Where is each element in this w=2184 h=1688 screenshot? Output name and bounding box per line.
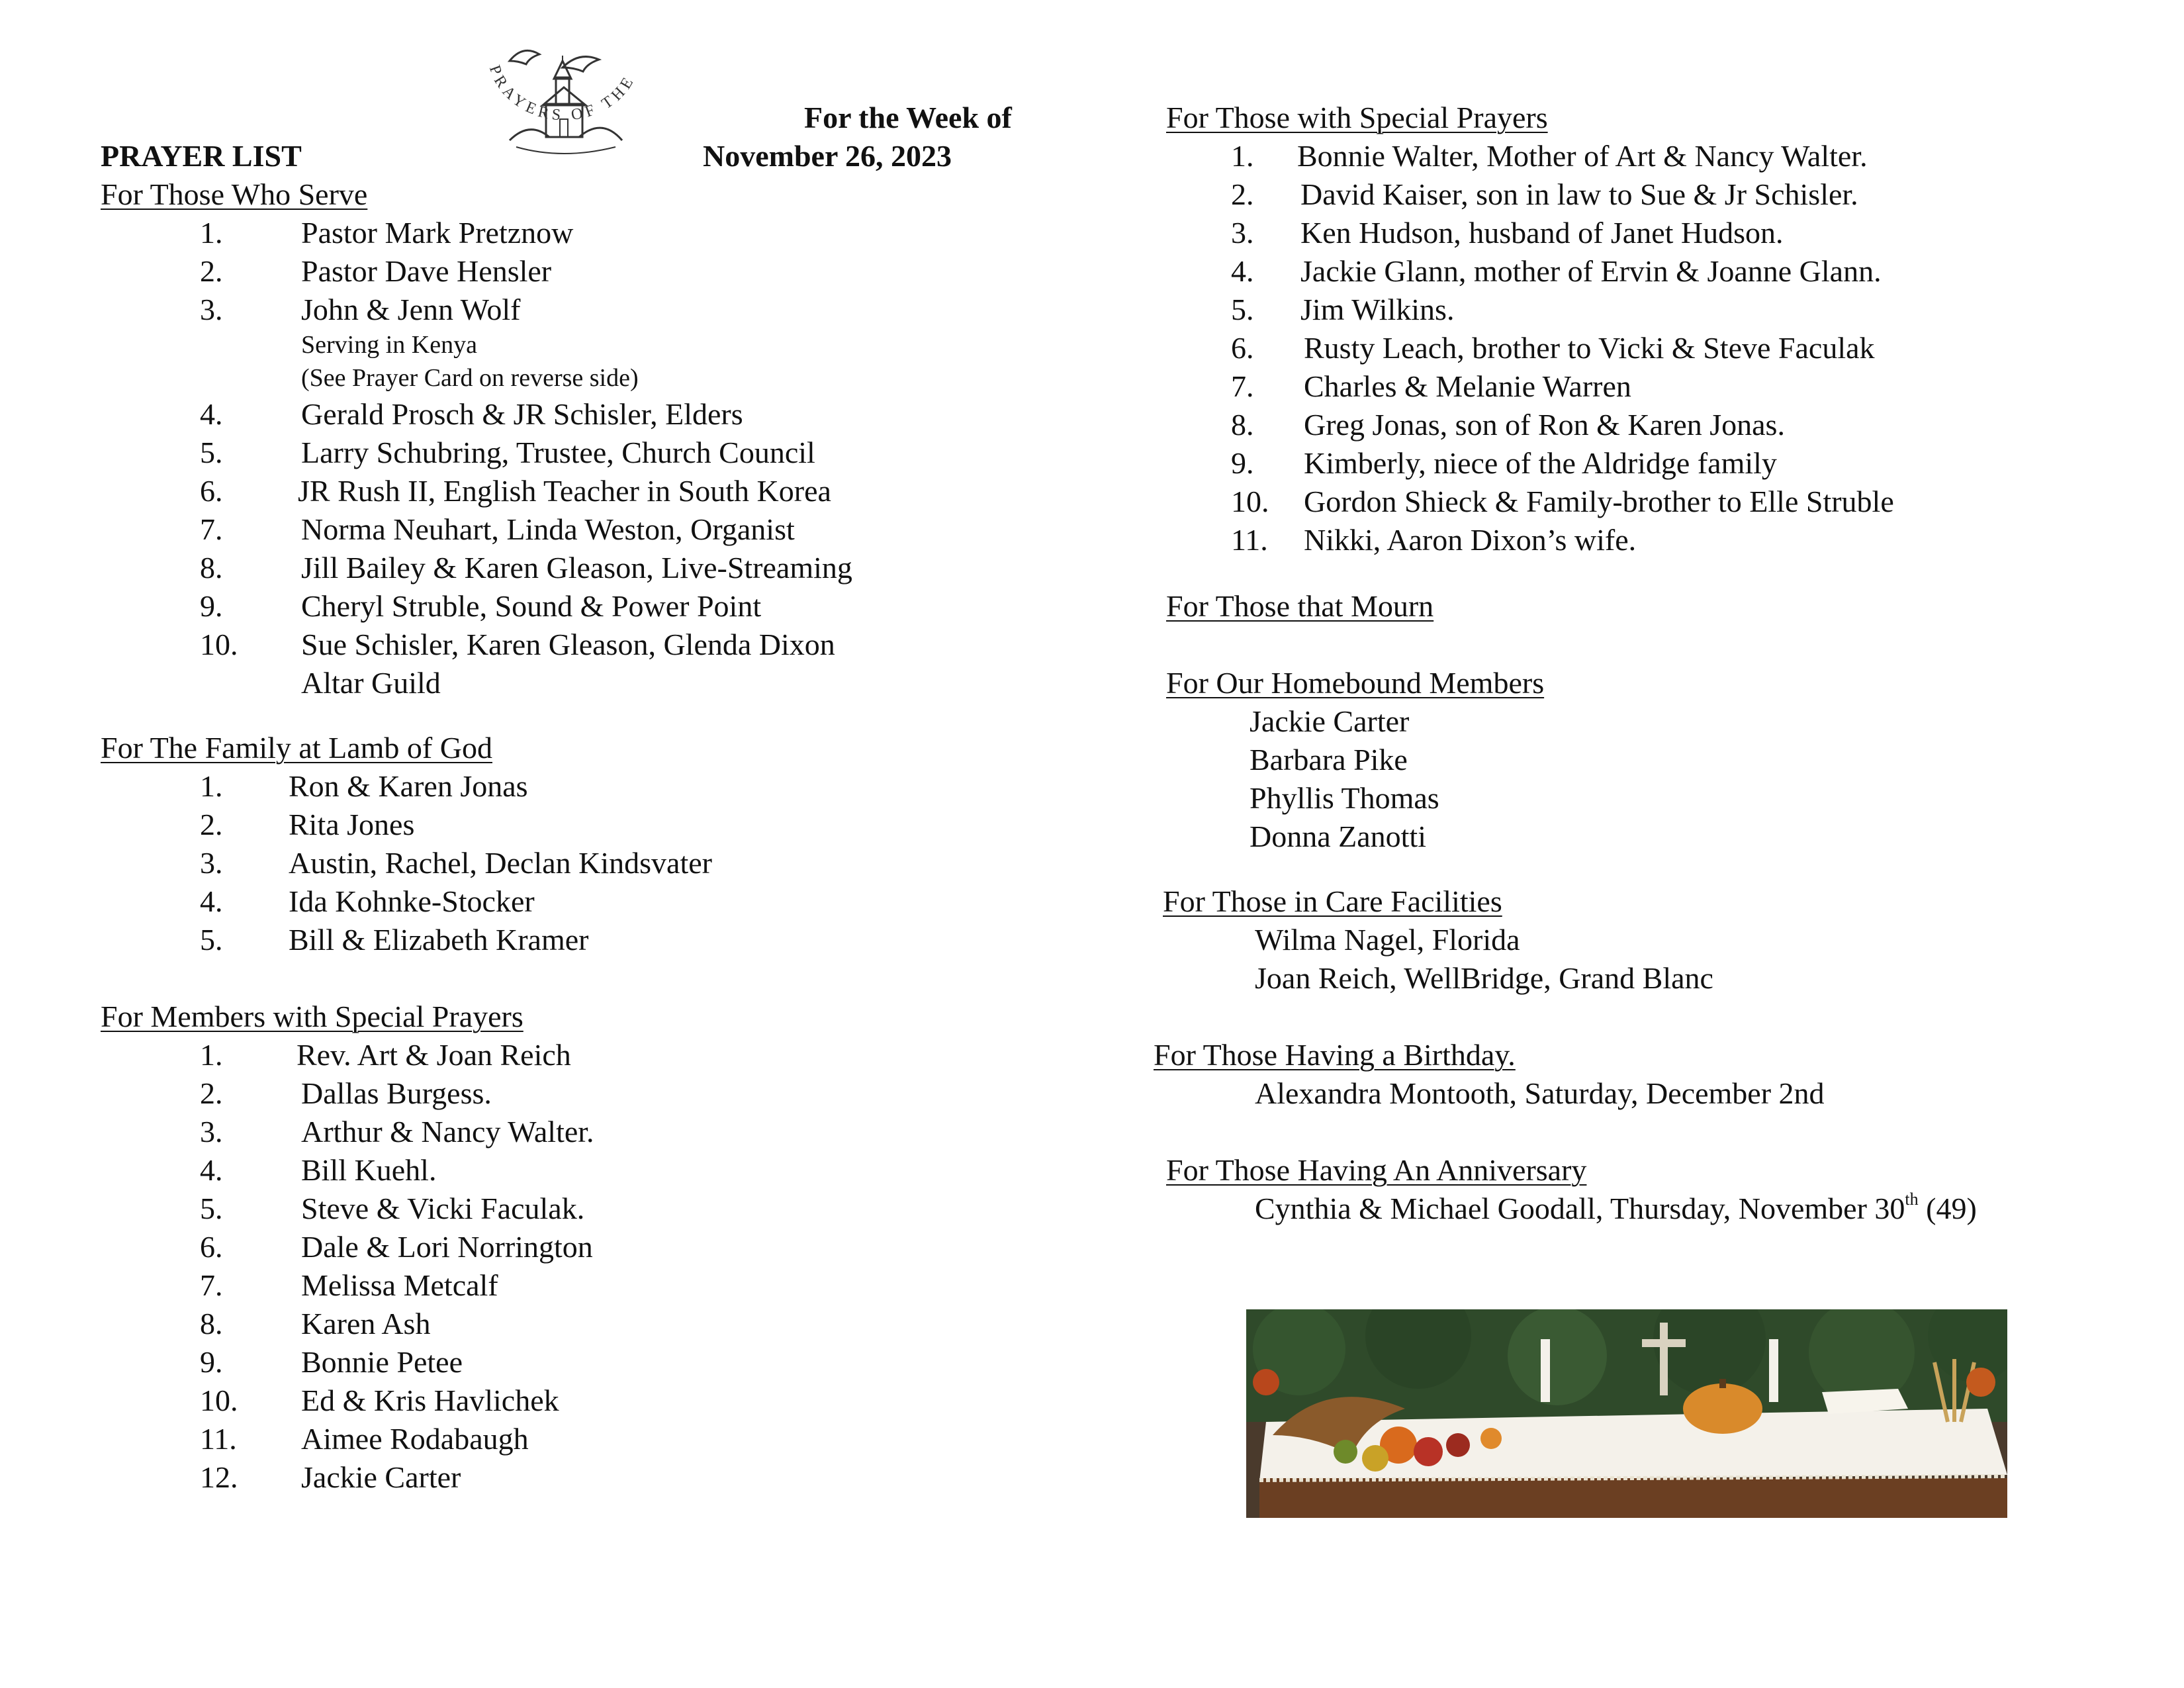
list-number: 10. [1231, 485, 1269, 518]
anniversary-entry [1255, 1190, 1977, 1225]
week-label: For the Week of [804, 101, 1012, 134]
altar-guild-label: Altar Guild [301, 666, 441, 700]
anniversary-ordinal: th [1905, 1190, 1919, 1209]
list-text: Gerald Prosch & JR Schisler, Elders [301, 397, 743, 431]
list-number: 3. [1231, 216, 1254, 250]
list-number: 3. [200, 1115, 223, 1149]
list-number: 8. [1231, 408, 1254, 442]
birthday-heading: For Those Having a Birthday. [1154, 1038, 1516, 1072]
list-number: 5. [1231, 293, 1254, 326]
list-text: Pastor Dave Hensler [301, 254, 552, 288]
list-number: 7. [200, 1268, 223, 1302]
list-text: Rusty Leach, brother to Vicki & Steve Faculak [1304, 331, 1875, 365]
list-text: Ed & Kris Havlichek [301, 1383, 559, 1417]
list-text: Aimee Rodabaugh [301, 1422, 529, 1456]
list-text: Nikki, Aaron Dixon’s wife. [1304, 523, 1637, 557]
list-number: 1. [1231, 139, 1254, 173]
list-item: Phyllis Thomas [1250, 781, 1439, 815]
list-item: Joan Reich, WellBridge, Grand Blanc [1255, 961, 1713, 995]
list-number: 7. [1231, 369, 1254, 403]
list-text: Rev. Art & Joan Reich [296, 1038, 571, 1072]
list-number: 7. [200, 512, 223, 546]
homebound-heading: For Our Homebound Members [1166, 666, 1545, 700]
list-item: Wilma Nagel, Florida [1255, 923, 1520, 957]
list-text: Steve & Vicki Faculak. [301, 1192, 585, 1225]
list-number: 11. [1231, 523, 1268, 557]
list-number: 11. [200, 1422, 237, 1456]
list-text: Norma Neuhart, Linda Weston, Organist [301, 512, 795, 546]
svg-text:PRAYERS OF THE CHURCH: PRAYERS OF THE [485, 63, 639, 124]
list-text: Karen Ash [301, 1307, 431, 1340]
list-text: Ida Kohnke-Stocker [289, 884, 535, 918]
anniversary-years: (49) [1918, 1192, 1977, 1225]
list-text: Jackie Carter [301, 1460, 461, 1494]
list-number: 8. [200, 1307, 223, 1340]
list-number: 2. [1231, 177, 1254, 211]
serve-heading: For Those Who Serve [101, 177, 368, 211]
birthday-entry: Alexandra Montooth, Saturday, December 2nd [1255, 1076, 1825, 1110]
mourn-heading: For Those that Mourn [1166, 589, 1434, 623]
list-number: 9. [200, 1345, 223, 1379]
list-number: 1. [200, 216, 223, 250]
members-heading: For Members with Special Prayers [101, 1000, 523, 1033]
list-text: JR Rush II, English Teacher in South Korea [298, 474, 831, 508]
list-number: 4. [200, 1153, 223, 1187]
list-number: 3. [200, 293, 223, 326]
list-text: Melissa Metcalf [301, 1268, 498, 1302]
prayers-of-the-church-logo [463, 41, 662, 190]
list-number: 12. [200, 1460, 238, 1494]
anniversary-main: Cynthia & Michael Goodall, Thursday, November 30 [1255, 1192, 1905, 1225]
list-text: Jim Wilkins. [1300, 293, 1455, 326]
list-text: Bonnie Petee [301, 1345, 463, 1379]
list-text: John & Jenn Wolf [301, 293, 521, 326]
list-text: Larry Schubring, Trustee, Church Council [301, 436, 815, 469]
list-number: 4. [200, 884, 223, 918]
list-number: 6. [200, 474, 223, 508]
list-text: Jill Bailey & Karen Gleason, Live-Streaming [301, 551, 852, 585]
list-text: Sue Schisler, Karen Gleason, Glenda Dixon [301, 628, 835, 661]
list-number: 2. [200, 808, 223, 841]
list-text: Greg Jonas, son of Ron & Karen Jonas. [1304, 408, 1785, 442]
list-number: 5. [200, 1192, 223, 1225]
list-number: 9. [1231, 446, 1254, 480]
list-number: 6. [1231, 331, 1254, 365]
list-number: 2. [200, 1076, 223, 1110]
list-text: Pastor Mark Pretznow [301, 216, 574, 250]
special-heading: For Those with Special Prayers [1166, 101, 1548, 134]
list-text: Jackie Glann, mother of Ervin & Joanne Glann. [1300, 254, 1882, 288]
week-date: November 26, 2023 [703, 139, 952, 173]
list-number: 8. [200, 551, 223, 585]
list-text: Austin, Rachel, Declan Kindsvater [289, 846, 712, 880]
altar-thanksgiving-photo [1246, 1309, 2007, 1518]
list-text: David Kaiser, son in law to Sue & Jr Schisler. [1300, 177, 1858, 211]
list-number: 4. [1231, 254, 1254, 288]
anniversary-heading: For Those Having An Anniversary [1166, 1153, 1587, 1187]
family-heading: For The Family at Lamb of God [101, 731, 492, 765]
list-text: Kimberly, niece of the Aldridge family [1304, 446, 1777, 480]
list-text: Arthur & Nancy Walter. [301, 1115, 594, 1149]
list-item: Donna Zanotti [1250, 820, 1426, 853]
care-heading: For Those in Care Facilities [1163, 884, 1502, 918]
list-number: 1. [200, 769, 223, 803]
list-number: 5. [200, 436, 223, 469]
list-text: Ken Hudson, husband of Janet Hudson. [1300, 216, 1784, 250]
wolf-note-kenya: Serving in Kenya [301, 331, 477, 359]
list-item: Barbara Pike [1250, 743, 1408, 776]
page-title: PRAYER LIST [101, 139, 302, 173]
list-text: Bill & Elizabeth Kramer [289, 923, 589, 957]
list-text: Gordon Shieck & Family-brother to Elle Struble [1304, 485, 1894, 518]
wolf-note-card: (See Prayer Card on reverse side) [301, 364, 639, 392]
list-number: 3. [200, 846, 223, 880]
list-text: Charles & Melanie Warren [1304, 369, 1631, 403]
list-text: Bill Kuehl. [301, 1153, 437, 1187]
list-number: 9. [200, 589, 223, 623]
list-text: Dallas Burgess. [301, 1076, 492, 1110]
list-text: Cheryl Struble, Sound & Power Point [301, 589, 762, 623]
list-number: 5. [200, 923, 223, 957]
list-number: 6. [200, 1230, 223, 1264]
list-number: 10. [200, 628, 238, 661]
list-text: Ron & Karen Jonas [289, 769, 528, 803]
list-text: Dale & Lori Norrington [301, 1230, 593, 1264]
list-number: 2. [200, 254, 223, 288]
list-number: 4. [200, 397, 223, 431]
list-number: 1. [200, 1038, 223, 1072]
list-item: Jackie Carter [1250, 704, 1410, 738]
list-text: Bonnie Walter, Mother of Art & Nancy Walter. [1297, 139, 1868, 173]
list-text: Rita Jones [289, 808, 415, 841]
list-number: 10. [200, 1383, 238, 1417]
